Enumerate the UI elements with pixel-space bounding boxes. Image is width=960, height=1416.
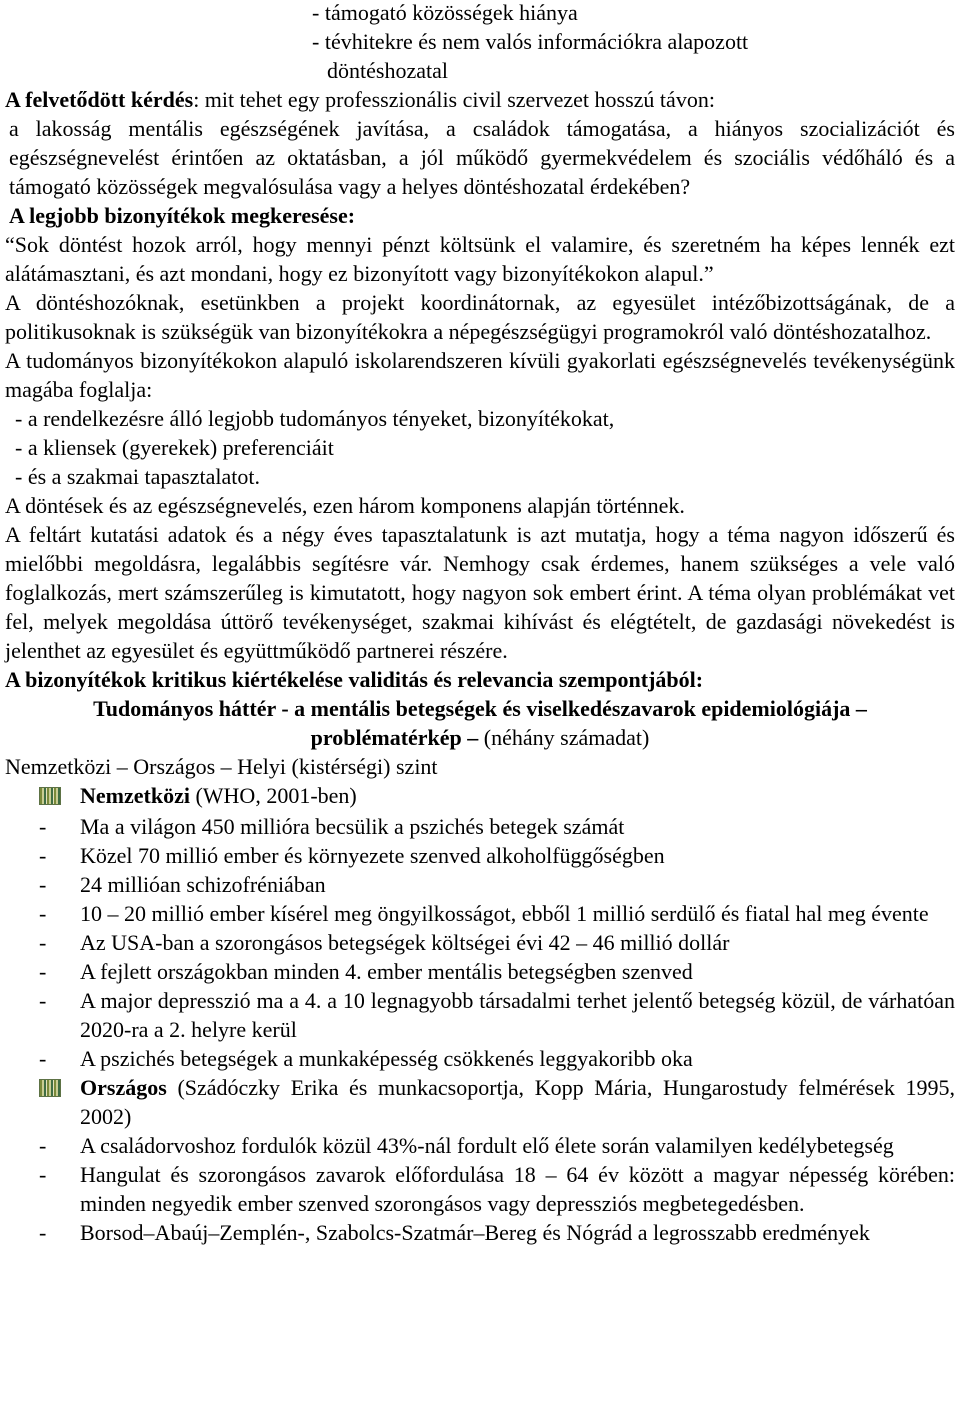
international-list xyxy=(5,812,955,1073)
evidence-para-1: A döntéshozóknak, esetünkben a projekt koordinátornak, az egyesület intézőbizottságának, de a politikusoknak is szükségük van bizonyítékokra a népegészségügyi programokról való döntéshozatalhoz. xyxy=(5,290,955,344)
intro-item: döntéshozatal xyxy=(327,58,448,83)
list-item: - Ma a világon 450 millióra becsülik a pszichés betegek számát xyxy=(39,814,625,839)
list-item: - A fejlett országokban minden 4. ember mentális betegségben szenved xyxy=(39,959,693,984)
list-item: - 10 – 20 millió ember kísérel meg öngyilkosságot, ebből 1 millió serdülő és fiatal hal meg évente xyxy=(39,901,929,926)
question-text: : mit tehet egy professzionális civil szervezet hosszú távon: xyxy=(193,87,715,112)
question-label: A felvetődött kérdés xyxy=(5,87,194,112)
evidence-components xyxy=(5,404,955,491)
intro-list xyxy=(5,0,955,85)
list-item: - A pszichés betegségek a munkaképesség csökkenés leggyakoribb oka xyxy=(39,1046,693,1071)
question-line xyxy=(5,85,955,114)
evidence-heading: A legjobb bizonyítékok megkeresése: xyxy=(9,203,356,228)
intro-item: - tévhitekre és nem valós információkra alapozott xyxy=(312,29,749,54)
bullet-icon xyxy=(39,787,61,805)
international-heading xyxy=(5,781,955,812)
evidence-para-2: A tudományos bizonyítékokon alapuló iskolarendszeren kívüli gyakorlati egészségnevelés tevékenységünk magába foglalja: xyxy=(5,348,955,402)
section-title-rest: (néhány számadat) xyxy=(478,725,650,750)
section-title-bold: problématérkép – xyxy=(310,725,479,750)
intro-item: - támogató közösségek hiánya xyxy=(312,0,578,25)
national-list xyxy=(5,1131,955,1247)
list-item: - Borsod–Abaúj–Zemplén-, Szabolcs-Szatmár–Bereg és Nógrád a legrosszabb eredmények xyxy=(39,1220,870,1245)
component-item: - a rendelkezésre álló legjobb tudományos tényeket, bizonyítékokat, xyxy=(15,406,615,431)
list-item: - Az USA-ban a szorongásos betegségek költségei évi 42 – 46 millió dollár xyxy=(39,930,730,955)
national-source: (Szádóczky Erika és munkacsoportja, Kopp Mária, Hungarostudy felmérések 1995, 2002) xyxy=(80,1075,955,1129)
section-title-line-1: Tudományos háttér - a mentális betegségek és viselkedészavarok epidemiológiája – xyxy=(93,696,867,721)
document-page xyxy=(5,0,955,1247)
critical-heading: A bizonyítékok kritikus kiértékelése validitás és relevancia szempontjából: xyxy=(5,667,704,692)
component-item: - és a szakmai tapasztalatot. xyxy=(15,464,260,489)
national-heading xyxy=(5,1073,955,1131)
list-item: - A családorvoshoz fordulók közül 43%-nál fordult elő élete során valamilyen kedélybetegség xyxy=(39,1133,894,1158)
section-title-line-2 xyxy=(5,723,955,752)
international-source: (WHO, 2001-ben) xyxy=(189,783,357,808)
list-item: - Közel 70 millió ember és környezete szenved alkoholfüggőségben xyxy=(39,843,665,868)
levels-line: Nemzetközi – Országos – Helyi (kistérségi) szint xyxy=(5,754,438,779)
list-item: - 24 millióan schizofréniában xyxy=(39,872,326,897)
list-item: - Hangulat és szorongásos zavarok előfordulása 18 – 64 év között a magyar népesség körében: minden negyedik ember szenved szorongásos vagy depressziós megbetegedésben. xyxy=(39,1162,955,1216)
international-label: Nemzetközi xyxy=(80,783,190,808)
component-item: - a kliensek (gyerekek) preferenciáit xyxy=(15,435,334,460)
question-body: a lakosság mentális egészségének javítása, a családok támogatása, a hiányos szocializációt és egészségnevelést érintően az oktatásban, a jól működő gyermekvédelem és szociális védőháló és a támogató közösségek megvalósulása vagy a helyes döntéshozatal érdekében? xyxy=(9,116,955,199)
evidence-para-4: A feltárt kutatási adatok és a négy éves tapasztalatunk is azt mutatja, hogy a téma nagyon időszerű és mielőbbi megoldásra, legalábbis segítésre vár. Nemhogy csak érdemes, hanem szükséges a vele való foglalkozás, mert számszerűleg is kimutatott, hogy nagyon sok embert érint. A téma olyan problémákat vet fel, melyek megoldása úttörő tevékenységet, szakmai kihívást és elégtételt, de gazdasági növekedést is jelenthet az egyesület és együttműködő partnerei részére. xyxy=(5,522,955,663)
list-item: - A major depresszió ma a 4. a 10 legnagyobb társadalmi terhet jelentő betegség közül, de várhatóan 2020-ra a 2. helyre kerül xyxy=(39,988,955,1042)
evidence-quote: “Sok döntést hozok arról, hogy mennyi pénzt költsünk el valamire, és szeretném ha képes lennék ezt alátámasztani, és azt mondani, hogy ez bizonyított vagy bizonyítékokon alapul.” xyxy=(5,232,955,286)
national-label: Országos xyxy=(80,1075,167,1100)
evidence-para-3: A döntések és az egészségnevelés, ezen három komponens alapján történnek. xyxy=(5,493,685,518)
bullet-icon xyxy=(39,1079,61,1097)
